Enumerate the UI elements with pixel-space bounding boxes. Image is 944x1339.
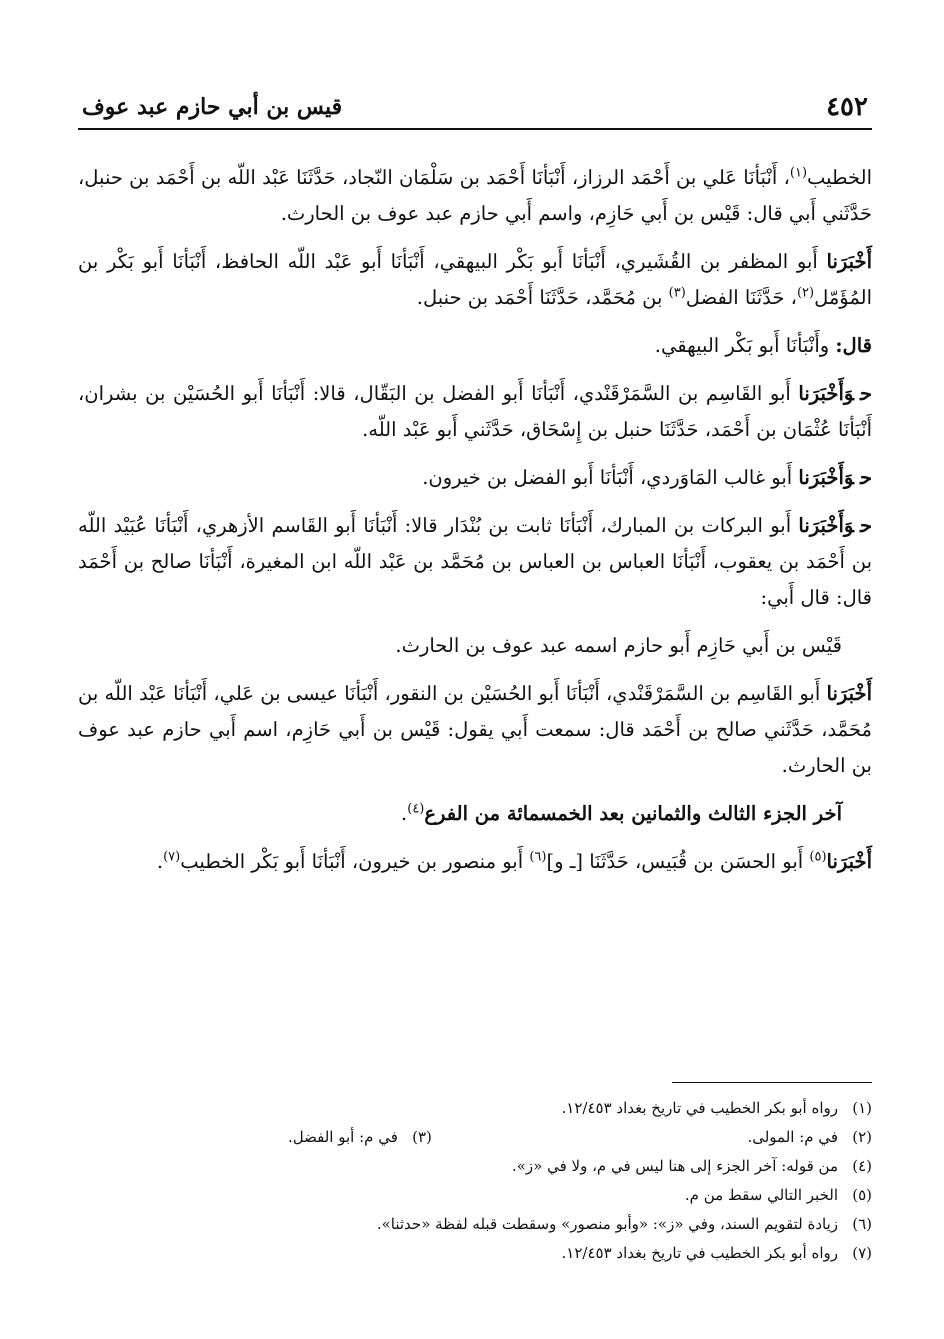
- footnote-2: [747, 1123, 872, 1152]
- paragraph-4-lead: وَأَخْبَرَنا: [798, 382, 854, 405]
- footnote-number: (٢): [852, 1128, 872, 1146]
- paragraph-5: [78, 460, 872, 496]
- footnote-divider: [672, 1082, 872, 1083]
- footnote-text: الخبر التالي سقط من م.: [684, 1186, 838, 1204]
- footnote-7: [562, 1239, 872, 1268]
- running-title: قيس بن أبي حازم عبد عوف: [82, 94, 343, 120]
- paragraph-8: [78, 676, 872, 784]
- footnote-number: (٦): [852, 1215, 872, 1233]
- paragraph-2: [78, 244, 872, 316]
- footnotes: [78, 1094, 872, 1268]
- footnote-number: (٣): [412, 1128, 432, 1146]
- footnote-text: رواه أبو بكر الخطيب في تاريخ بغداد ١٢/٤٥٣.: [561, 1099, 838, 1117]
- paragraph-1-text-a: الخطيب: [807, 166, 872, 189]
- paragraph-4-text: أَبو القَاسِم بن السَّمَرْقَنْدي، أَنْبَأنَا أَبو الفضل بن البَقّال، قالا: أَنْبَأنَا أَبو الحُسَيْن بن بشران، أَنْبَأنَا عُثْمَان بن أَحْمَد، حَدَّثَنَا حنبل بن إِسْحَاق، حَدَّثَني أَبو عَبْد اللّه.: [78, 382, 872, 441]
- paragraph-1-text-b: ، أَنْبَأنَا عَلي بن أَحْمَد الرزاز، أَنْبَأنَا أَحْمَد بن سَلْمَان النّجاد، حَدَّثَنَا عَبْد اللّه بن أَحْمَد بن حنبل، حَدَّثَني أَبي قال: قَيْس بن أَبي حَازِم، واسم أَبي حازم عبد عوف بن الحارث.: [78, 166, 872, 225]
- footnote-ref-4: (٤): [407, 801, 425, 817]
- footnote-ref-1: (١): [789, 165, 808, 181]
- paragraph-8-lead: أَخْبَرَنا: [826, 682, 872, 705]
- footnote-ref-3: (٣): [668, 285, 686, 301]
- paragraph-5-text: أَبو غالب المَاوَردي، أَنْبَأنَا أَبو الفضل بن خيرون.: [422, 466, 799, 489]
- footnote-number: (٤): [852, 1157, 872, 1175]
- footnote-ref-6: (٦): [529, 849, 547, 865]
- paragraph-10-end: .: [156, 850, 164, 873]
- paragraph-1: [78, 160, 872, 232]
- footnote-text: زيادة لتقويم السند، وفي «ز»: «وأبو منصور» وسقطت قبله لفظة «حدثنا».: [376, 1215, 838, 1233]
- footnote-text: من قوله: آخر الجزء إلى هنا ليس في م، ولا في «ز».: [511, 1157, 838, 1175]
- footnote-row: [78, 1094, 872, 1123]
- paragraph-6: [78, 508, 872, 616]
- paragraph-3: [78, 328, 872, 364]
- paragraph-2-text-a: أَبو المظفر بن القُشَيري، أَنْبَأنَا أَبو بَكْر البيهقي، أَنْبَأنَا أَبو عَبْد اللّه الحافظ، أَنْبَأنَا أَبو بَكْر بن المُؤَمّل: [78, 250, 872, 309]
- footnote-ref-7: (٧): [163, 849, 181, 865]
- paragraph-2-text-b: ، حَدَّثَنَا الفضل: [685, 286, 797, 309]
- footnote-ref-2: (٢): [796, 285, 815, 301]
- footnote-1: [562, 1094, 872, 1123]
- paragraph-2-lead: أَخْبَرَنا: [826, 250, 872, 273]
- footnote-4: [512, 1152, 872, 1181]
- paragraph-10: [78, 844, 872, 880]
- paragraph-4-ha: ح: [859, 382, 872, 405]
- footnote-row: [78, 1152, 872, 1181]
- paragraph-9-text: آخر الجزء الثالث والثمانين بعد الخمسمائة من الفرع: [424, 802, 842, 825]
- footnote-ref-5: (٥): [809, 849, 827, 865]
- footnote-row: [78, 1123, 872, 1152]
- footnote-text: في م: المولى.: [747, 1128, 838, 1146]
- footnote-3: [288, 1123, 432, 1152]
- paragraph-8-text: أَبو القَاسِم بن السَّمَرْقَنْدي، أَنْبَأنَا أَبو الحُسَيْن بن النقور، أَنْبَأنَا عيسى بن عَلي، أَنْبَأنَا عَبْد اللّه بن مُحَمَّد، حَدَّثَني صالح بن أَحْمَد قال: سمعت أَبي يقول: قَيْس بن أَبي حَازِم، اسم أَبي حازم عبد عوف بن الحارث.: [78, 682, 872, 777]
- paragraph-10-lead: أَخْبَرَنا: [826, 850, 872, 873]
- paragraph-7: [78, 628, 872, 664]
- paragraph-2-text-c: بن مُحَمَّد، حَدَّثَنَا أَحْمَد بن حنبل.: [416, 286, 669, 309]
- paragraph-3-lead: قال:: [835, 334, 872, 357]
- footnote-5: [685, 1181, 872, 1210]
- footnote-row: [78, 1239, 872, 1268]
- paragraph-9: [78, 796, 872, 832]
- paragraph-7-text: قَيْس بن أَبي حَازِم أَبو حازم اسمه عبد عوف بن الحارث.: [395, 634, 842, 657]
- paragraph-6-text: أَبو البركات بن المبارك، أَنْبَأنَا ثابت بن بُنْدَار قالا: أَنْبَأنَا أَبو القَاسم الأزهري، أَنْبَأنَا عُبَيْد اللّه بن أَحْمَد بن يعقوب، أَنْبَأنَا العباس بن العباس بن مُحَمَّد بن عَبْد اللّه ابن المغيرة، أَنْبَأنَا صالح بن أَحْمَد قال: قال أَبي:: [78, 514, 872, 609]
- paragraph-10-text-a: أَبو الحسَن بن قُبَيس، حَدَّثَنَا [ـ و]: [546, 850, 810, 873]
- paragraph-6-lead: وَأَخْبَرَنا: [798, 514, 854, 537]
- main-text: [78, 160, 872, 892]
- footnote-6: [377, 1210, 872, 1239]
- footnote-text: في م: أبو الفضل.: [288, 1128, 398, 1146]
- footnote-number: (١): [852, 1099, 872, 1117]
- page-header: [78, 88, 872, 130]
- paragraph-4: [78, 376, 872, 448]
- page-number: ٤٥٢: [826, 92, 868, 122]
- footnote-number: (٧): [852, 1244, 872, 1262]
- paragraph-3-text: وأَنْبَأنَا أَبو بَكْر البيهقي.: [654, 334, 836, 357]
- paragraph-5-lead: وَأَخْبَرَنا: [798, 466, 854, 489]
- paragraph-10-text-b: أَبو منصور بن خيرون، أَنْبَأنَا أَبو بَكْر الخطيب: [180, 850, 530, 873]
- footnote-text: رواه أبو بكر الخطيب في تاريخ بغداد ١٢/٤٥٣.: [561, 1244, 838, 1262]
- paragraph-9-end: .: [401, 802, 408, 825]
- footnote-number: (٥): [852, 1186, 872, 1204]
- footnote-row: [78, 1181, 872, 1210]
- paragraph-6-ha: ح: [859, 514, 872, 537]
- paragraph-5-ha: ح: [859, 466, 872, 489]
- footnote-row: [78, 1210, 872, 1239]
